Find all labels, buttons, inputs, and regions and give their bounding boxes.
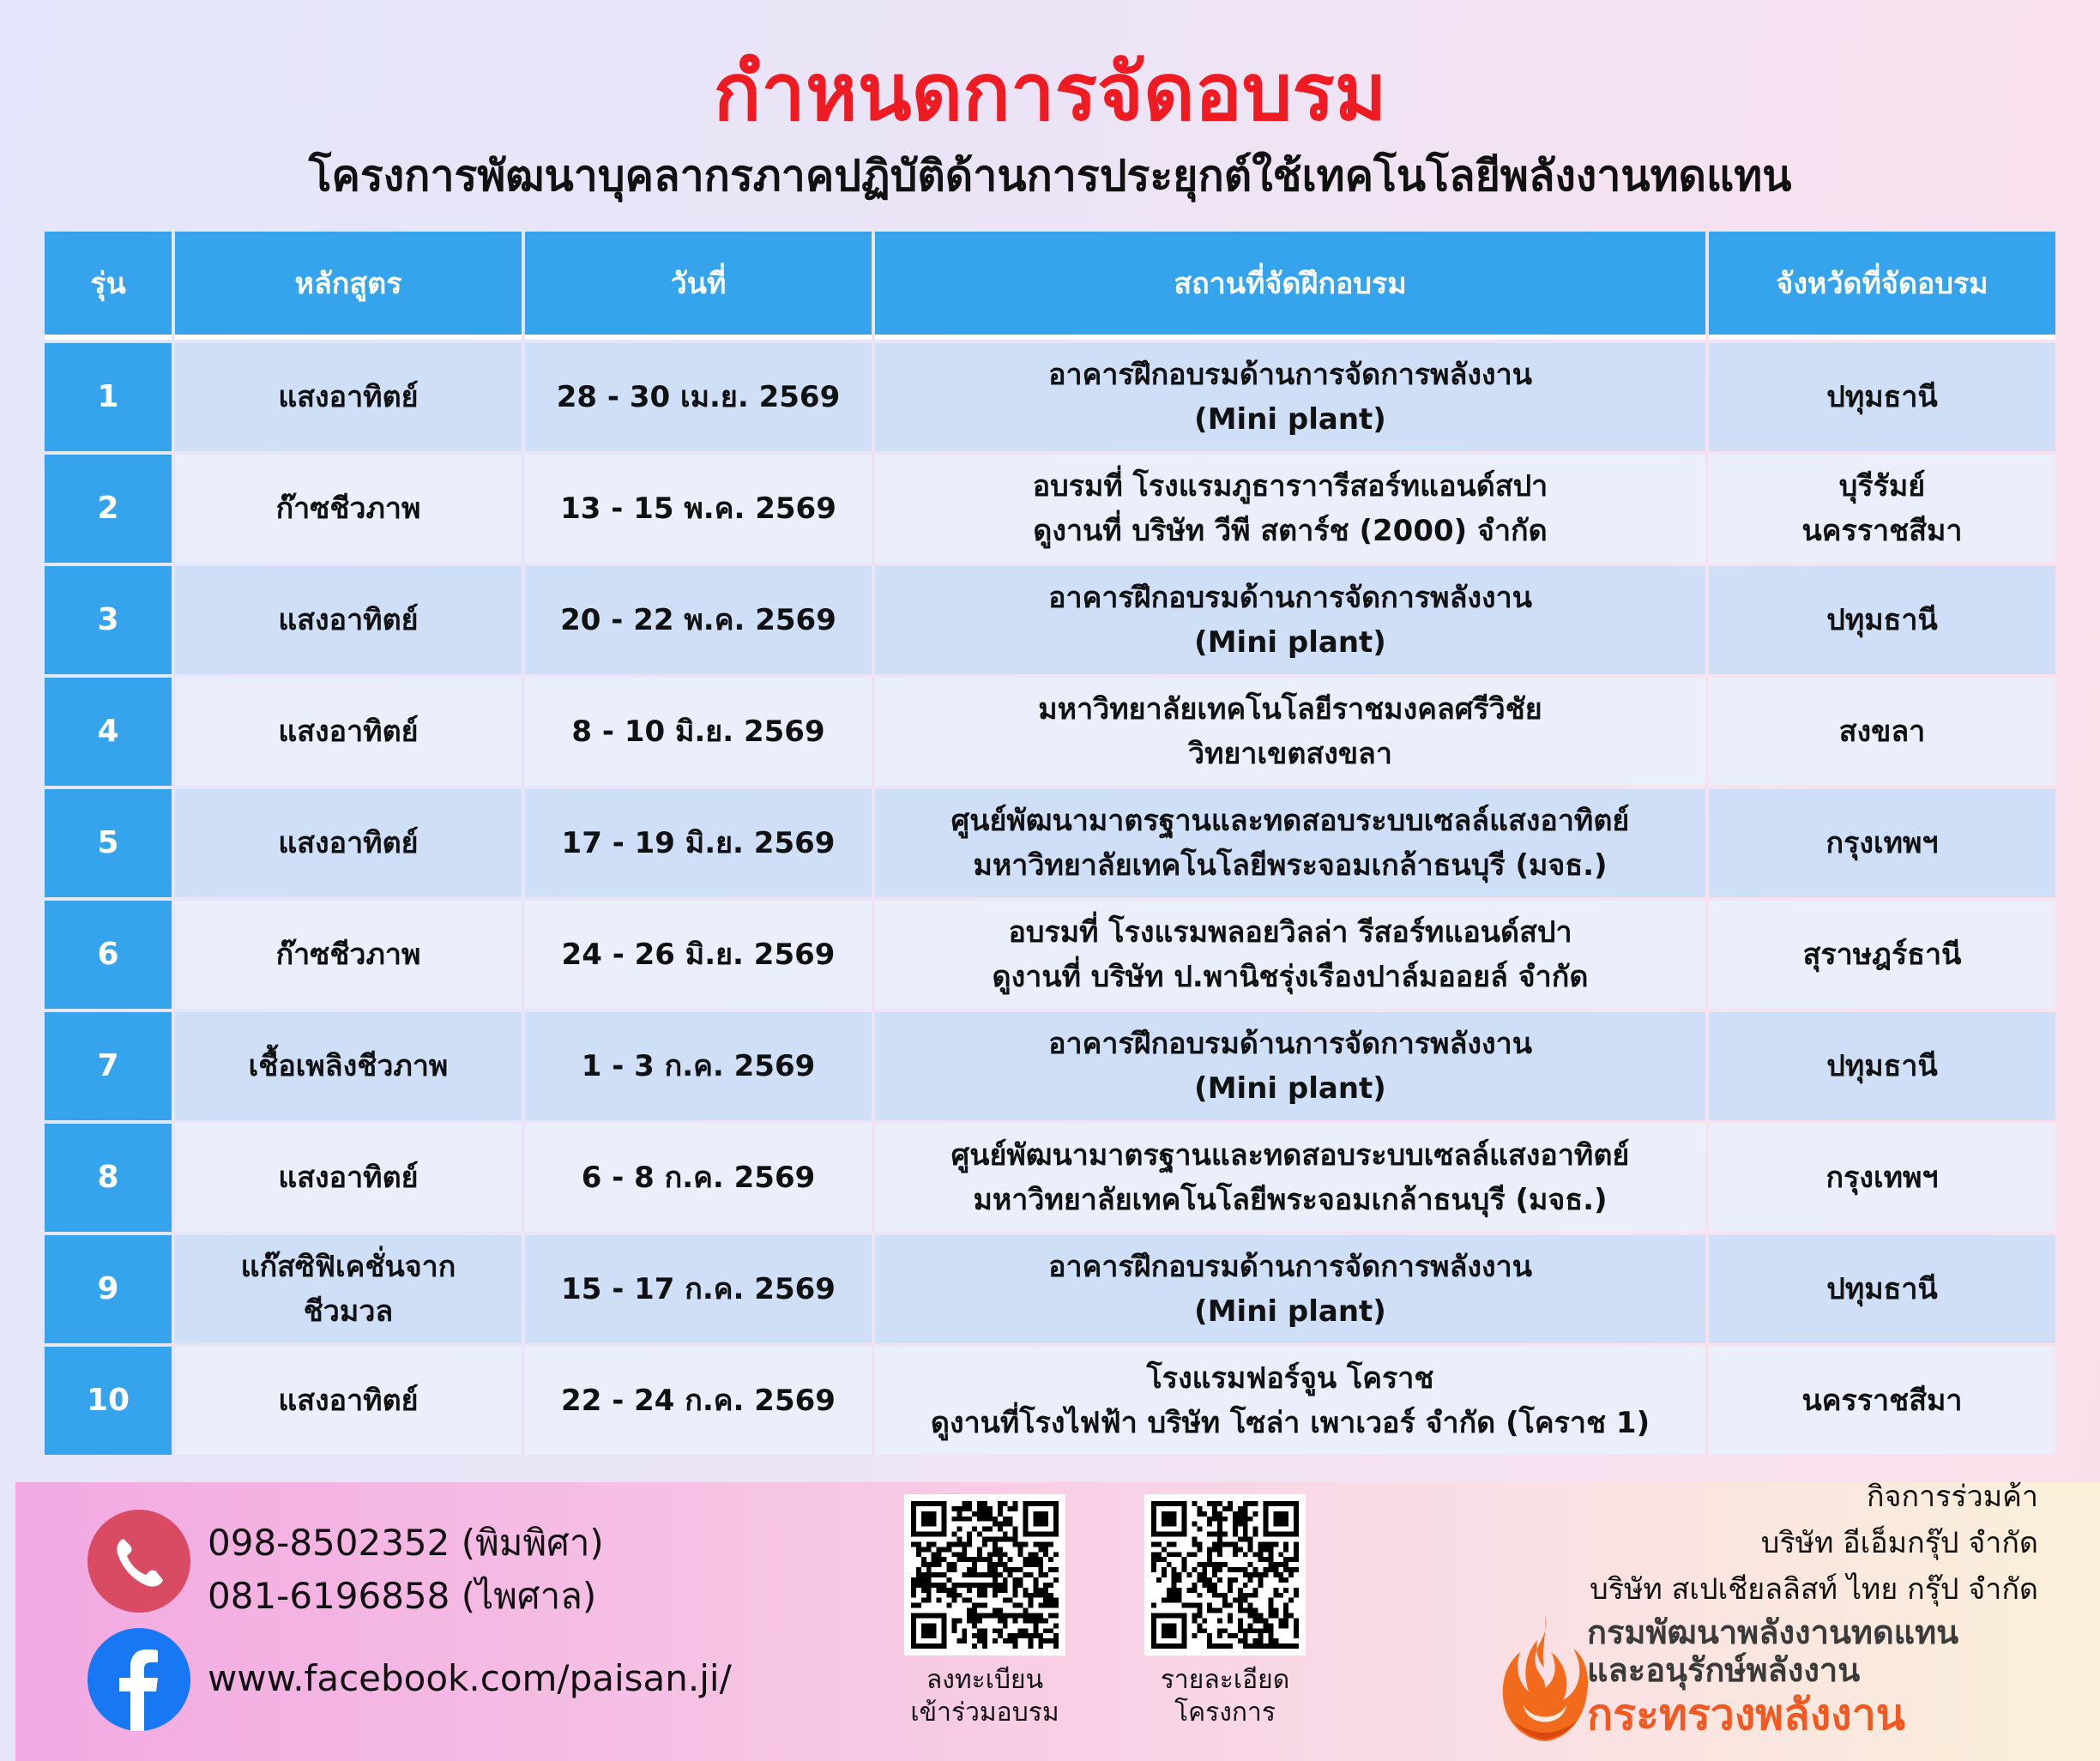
venue-cell-line: (Mini plant) <box>1194 1294 1386 1329</box>
batch-number-cell: 7 <box>45 1012 172 1120</box>
page-title: กำหนดการจัดอบรม <box>713 46 1387 138</box>
batch-number-cell: 8 <box>45 1124 172 1232</box>
table-row <box>45 1124 2055 1232</box>
venue-cell-line: มหาวิทยาลัยเทคโนโลยีราชมงคลศรีวิชัย <box>1038 692 1542 727</box>
course-cell-line: แสงอาทิตย์ <box>278 826 419 860</box>
course-cell-line: เชื้อเพลิงชีวภาพ <box>248 1049 449 1083</box>
date-cell: 22 - 24 ก.ค. 2569 <box>525 1347 872 1455</box>
venue-cell-line: ดูงานที่ บริษัท ป.พานิชรุ่งเรืองปาล์มออยล์ จำกัด <box>992 960 1589 994</box>
province-cell <box>1709 1347 2055 1455</box>
ministry-department-line-1: กรมพัฒนาพลังงานทดแทน <box>1587 1613 1959 1651</box>
venue-cell-line: อาคารฝึกอบรมด้านการจัดการพลังงาน <box>1048 1027 1532 1061</box>
table-header-row <box>45 232 2055 340</box>
batch-number-cell: 6 <box>45 901 172 1009</box>
joint-venture-heading: กิจการร่วมค้า <box>1866 1480 2038 1514</box>
venue-cell <box>875 678 1705 786</box>
table-row <box>45 455 2055 563</box>
venue-cell-line: อาคารฝึกอบรมด้านการจัดการพลังงาน <box>1048 358 1532 392</box>
date-cell: 28 - 30 เม.ย. 2569 <box>525 343 872 451</box>
ministry-department-line-2: และอนุรักษ์พลังงาน <box>1587 1651 1861 1689</box>
province-cell-line: กรุงเทพฯ <box>1825 826 1939 860</box>
batch-number-cell: 10 <box>45 1347 172 1455</box>
province-cell-line: นครราชสีมา <box>1801 514 1963 548</box>
date-cell: 24 - 26 มิ.ย. 2569 <box>525 901 872 1009</box>
batch-number-cell: 1 <box>45 343 172 451</box>
venue-cell-line: ดูงานที่ บริษัท วีพี สตาร์ช (2000) จำกัด <box>1033 514 1548 548</box>
table-row <box>45 1235 2055 1343</box>
venue-cell <box>875 789 1705 897</box>
province-cell <box>1709 566 2055 674</box>
province-cell <box>1709 1124 2055 1232</box>
batch-number-cell: 5 <box>45 789 172 897</box>
partner-company-1: บริษัท อีเอ็มกรุ๊ป จำกัด <box>1760 1526 2038 1560</box>
date-cell: 6 - 8 ก.ค. 2569 <box>525 1124 872 1232</box>
province-cell-line: ปทุมธานี <box>1826 1049 1938 1083</box>
table-row <box>45 1012 2055 1120</box>
phone-number-1[interactable]: 098-8502352 (พิมพิศา) <box>208 1522 604 1564</box>
course-cell <box>175 1235 522 1343</box>
batch-number-cell: 3 <box>45 566 172 674</box>
venue-cell <box>875 901 1705 1009</box>
province-cell <box>1709 901 2055 1009</box>
course-cell-line: แสงอาทิตย์ <box>278 715 419 749</box>
province-cell-line: สุราษฎร์ธานี <box>1802 938 1962 972</box>
date-cell: 8 - 10 มิ.ย. 2569 <box>525 678 872 786</box>
ministry-name: กระทรวงพลังงาน <box>1587 1690 1905 1740</box>
table-row <box>45 901 2055 1009</box>
qr-register-caption-line: เข้าร่วมอบรม <box>910 1698 1059 1728</box>
course-cell <box>175 678 522 786</box>
phone-number-2[interactable]: 081-6196858 (ไพศาล) <box>208 1575 597 1617</box>
course-cell <box>175 343 522 451</box>
course-cell-line: แสงอาทิตย์ <box>278 603 419 637</box>
venue-cell-line: อบรมที่ โรงแรมพลอยวิลล่า รีสอร์ทแอนด์สปา <box>1008 915 1572 950</box>
column-header-venue: สถานที่จัดฝึกอบรม <box>875 232 1705 340</box>
course-cell <box>175 1124 522 1232</box>
venue-cell-line: ศูนย์พัฒนามาตรฐานและทดสอบระบบเซลล์แสงอาทิตย์ <box>950 1138 1630 1173</box>
venue-cell-line: มหาวิทยาลัยเทคโนโลยีพระจอมเกล้าธนบุรี (มจธ.) <box>973 1183 1608 1217</box>
course-cell <box>175 901 522 1009</box>
venue-cell-line: ศูนย์พัฒนามาตรฐานและทดสอบระบบเซลล์แสงอาทิตย์ <box>950 804 1630 838</box>
date-cell: 17 - 19 มิ.ย. 2569 <box>525 789 872 897</box>
province-cell-line: กรุงเทพฯ <box>1825 1161 1939 1195</box>
table-row <box>45 566 2055 674</box>
province-cell-line: ปทุมธานี <box>1826 603 1938 637</box>
venue-cell-line: อบรมที่ โรงแรมภูธาราารีสอร์ทแอนด์สปา <box>1032 469 1548 504</box>
province-cell <box>1709 1012 2055 1120</box>
column-header-batch: รุ่น <box>45 232 172 340</box>
qr-details-caption-line: โครงการ <box>1174 1698 1276 1728</box>
venue-cell-line: (Mini plant) <box>1194 1071 1386 1106</box>
venue-cell-line: มหาวิทยาลัยเทคโนโลยีพระจอมเกล้าธนบุรี (มจธ.) <box>973 848 1608 883</box>
course-cell-line: ก๊าซชีวภาพ <box>275 492 421 526</box>
column-header-date: วันที่ <box>525 232 872 340</box>
qr-code-icon[interactable] <box>1144 1494 1306 1655</box>
footer <box>15 1482 2100 1761</box>
qr-details-caption <box>1113 1664 1337 1729</box>
venue-cell-line: อาคารฝึกอบรมด้านการจัดการพลังงาน <box>1048 581 1532 615</box>
province-cell-line: นครราชสีมา <box>1801 1384 1963 1418</box>
course-cell-line: แสงอาทิตย์ <box>278 380 419 414</box>
batch-number-cell: 2 <box>45 455 172 563</box>
table-row <box>45 789 2055 897</box>
venue-cell <box>875 1347 1705 1455</box>
course-cell-line: แสงอาทิตย์ <box>278 1161 419 1195</box>
column-header-course: หลักสูตร <box>175 232 522 340</box>
facebook-link[interactable]: www.facebook.com/paisan.ji/ <box>208 1657 732 1699</box>
course-cell-line: แก๊สซิฟิเคชั่นจาก <box>240 1250 456 1284</box>
course-cell-line: ก๊าซชีวภาพ <box>275 938 421 972</box>
qr-register-caption-line: ลงทะเบียน <box>926 1665 1044 1695</box>
venue-cell-line: โรงแรมฟอร์จูน โคราช <box>1146 1361 1434 1396</box>
venue-cell-line: อาคารฝึกอบรมด้านการจัดการพลังงาน <box>1048 1250 1532 1284</box>
qr-details-caption-line: รายละเอียด <box>1160 1665 1290 1695</box>
table-body <box>45 343 2055 1455</box>
province-cell <box>1709 455 2055 563</box>
course-cell <box>175 789 522 897</box>
partner-company-2: บริษัท สเปเชียลลิสท์ ไทย กรุ๊ป จำกัด <box>1590 1572 2038 1607</box>
venue-cell-line: (Mini plant) <box>1194 625 1386 660</box>
venue-cell-line: วิทยาเขตสงขลา <box>1188 737 1392 771</box>
facebook-icon <box>88 1628 190 1731</box>
page-subtitle: โครงการพัฒนาบุคลากรภาคปฏิบัติด้านการประยุกต์ใช้เทคโนโลยีพลังงานทดแทน <box>308 151 1792 201</box>
date-cell: 20 - 22 พ.ค. 2569 <box>525 566 872 674</box>
phone-icon <box>88 1510 190 1613</box>
province-cell-line: ปทุมธานี <box>1826 1272 1938 1306</box>
course-cell <box>175 566 522 674</box>
venue-cell-line: ดูงานที่โรงไฟฟ้า บริษัท โซล่า เพาเวอร์ จำกัด (โคราช 1) <box>930 1406 1650 1440</box>
venue-cell <box>875 343 1705 451</box>
venue-cell <box>875 1012 1705 1120</box>
course-cell <box>175 1347 522 1455</box>
province-cell <box>1709 789 2055 897</box>
column-header-province: จังหวัดที่จัดอบรม <box>1709 232 2055 340</box>
flame-logo-icon <box>1498 1611 1592 1748</box>
course-cell <box>175 455 522 563</box>
venue-cell <box>875 566 1705 674</box>
province-cell-line: สงขลา <box>1838 715 1926 749</box>
table-row <box>45 1347 2055 1455</box>
province-cell <box>1709 1235 2055 1343</box>
province-cell-line: ปทุมธานี <box>1826 380 1938 414</box>
course-cell-line: แสงอาทิตย์ <box>278 1384 419 1418</box>
course-cell-line: ชีวมวล <box>303 1294 394 1329</box>
batch-number-cell: 4 <box>45 678 172 786</box>
date-cell: 13 - 15 พ.ค. 2569 <box>525 455 872 563</box>
date-cell: 1 - 3 ก.ค. 2569 <box>525 1012 872 1120</box>
qr-register-caption <box>873 1664 1096 1729</box>
batch-number-cell: 9 <box>45 1235 172 1343</box>
schedule-table <box>41 228 2059 1458</box>
venue-cell <box>875 1235 1705 1343</box>
province-cell <box>1709 678 2055 786</box>
table-row <box>45 343 2055 451</box>
venue-cell <box>875 455 1705 563</box>
venue-cell <box>875 1124 1705 1232</box>
date-cell: 15 - 17 ก.ค. 2569 <box>525 1235 872 1343</box>
course-cell <box>175 1012 522 1120</box>
venue-cell-line: (Mini plant) <box>1194 402 1386 437</box>
qr-code-icon[interactable] <box>904 1494 1065 1655</box>
table-row <box>45 678 2055 786</box>
province-cell-line: บุรีรัมย์ <box>1838 469 1926 504</box>
province-cell <box>1709 343 2055 451</box>
